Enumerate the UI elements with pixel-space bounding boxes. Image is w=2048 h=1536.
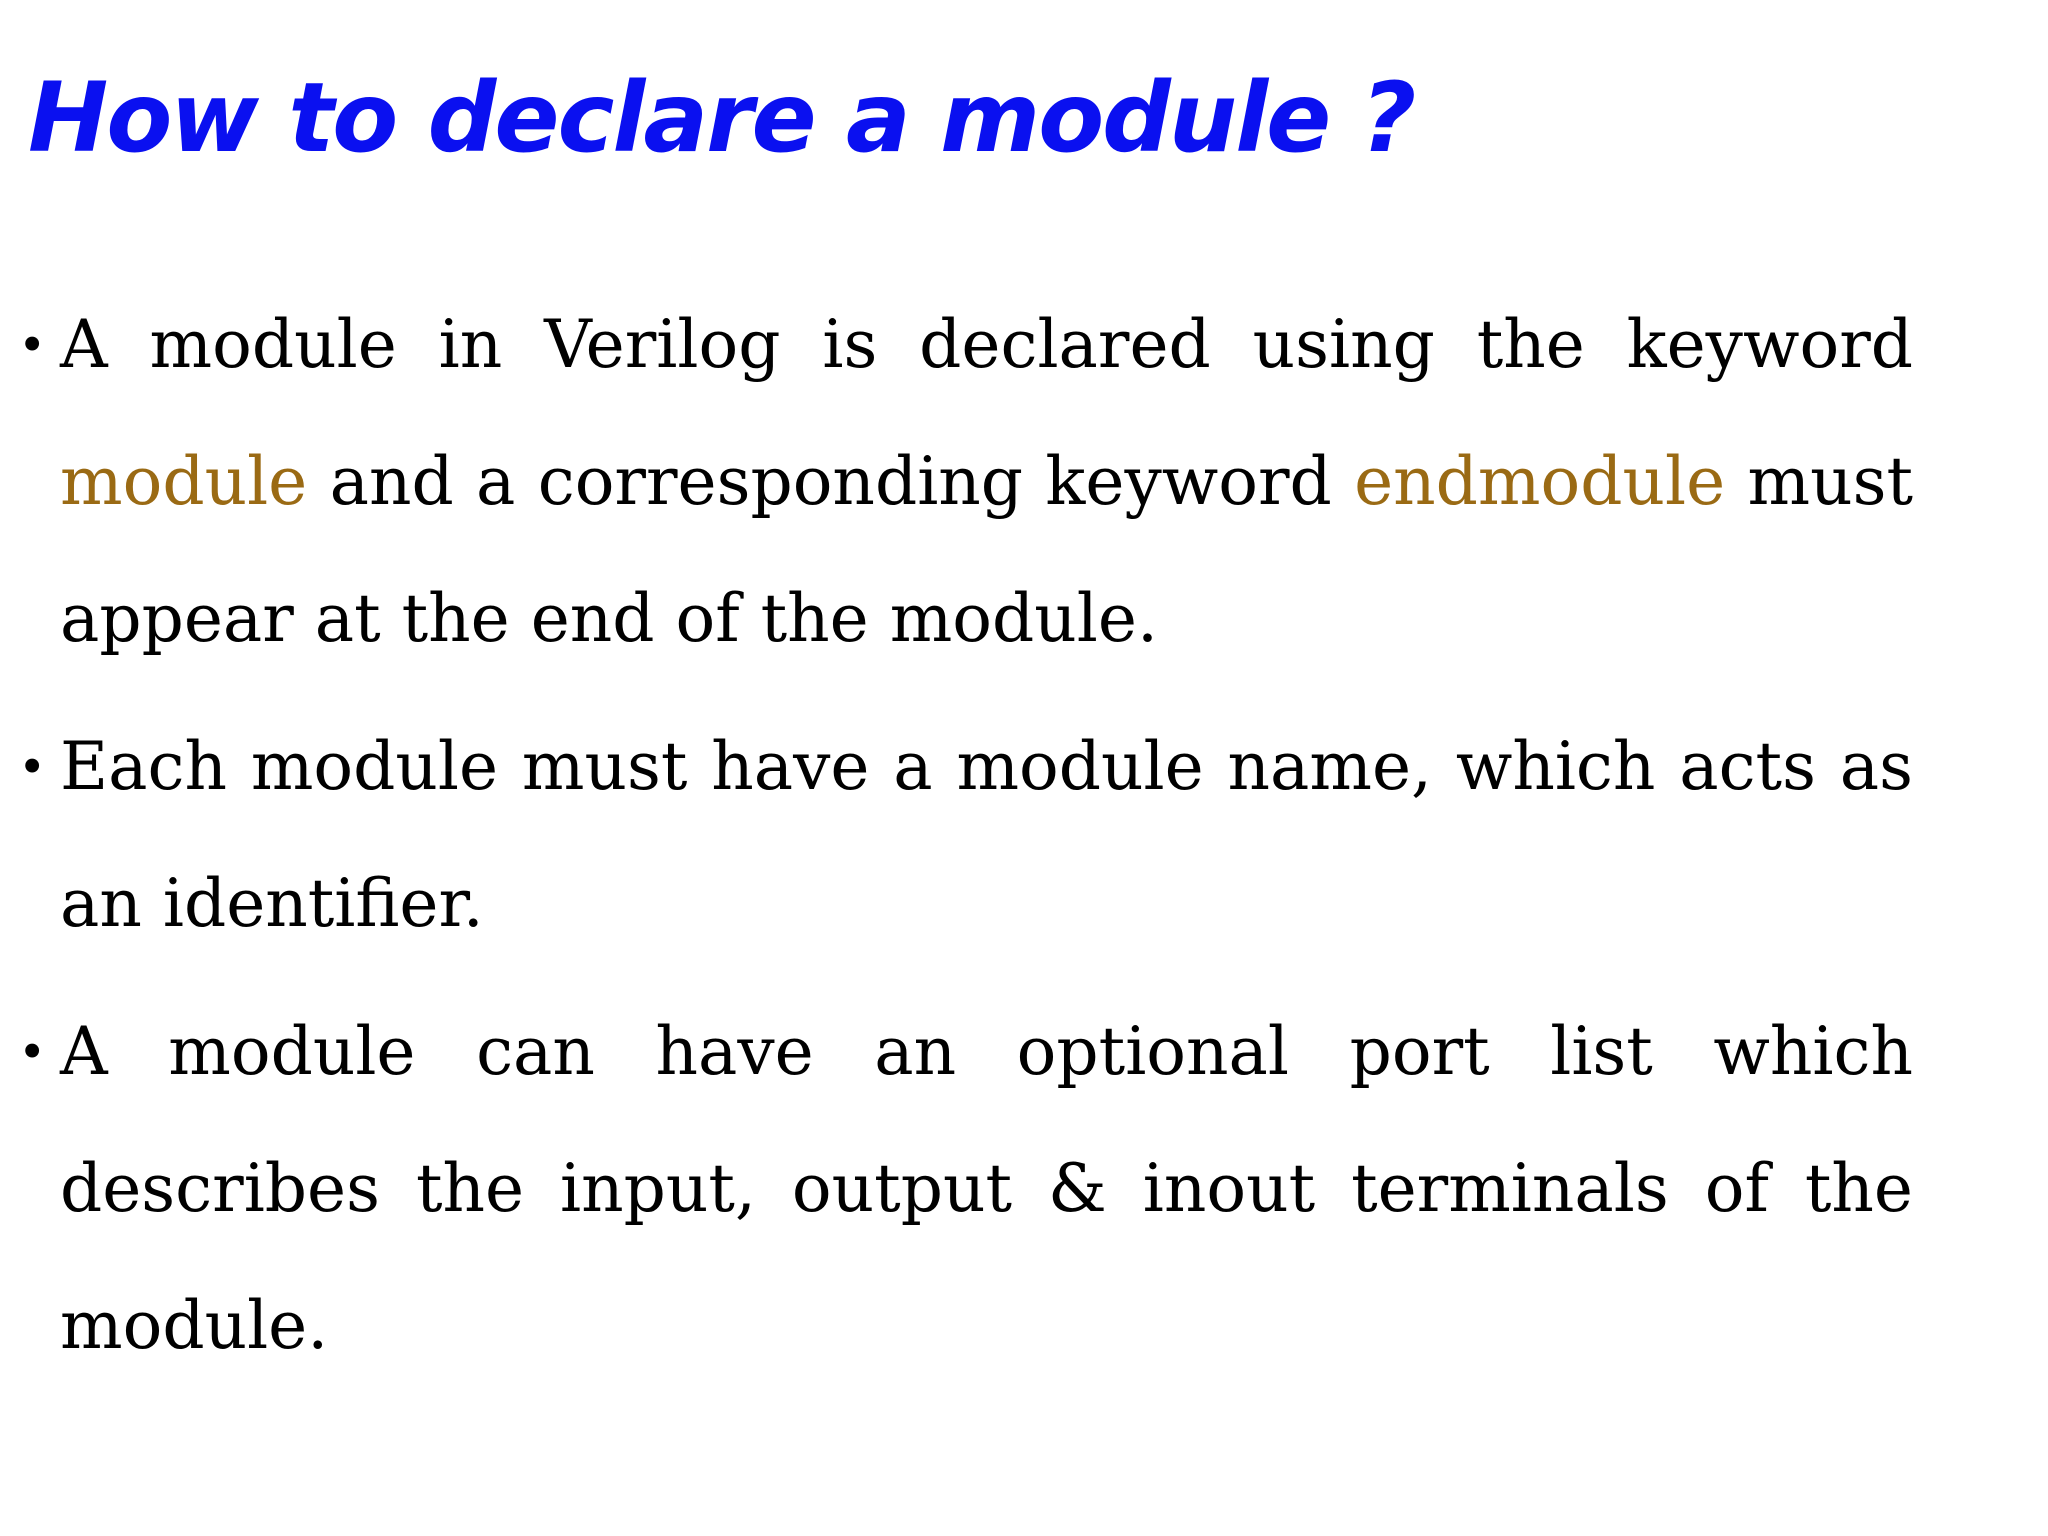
bullet-text-part: and a corresponding keyword xyxy=(329,443,1332,520)
bullet-text-part: must appear at the end of the module. xyxy=(60,443,1913,657)
bullet-symbol: • xyxy=(22,1018,43,1083)
slide-title: How to declare a module ? xyxy=(28,62,1415,174)
bullet-text-part: A module in Verilog is declared using the keyword xyxy=(60,306,1913,383)
bullet-text: A module can have an optional port list which describes the input, output & inout terminals of the module. xyxy=(60,1013,1913,1364)
bullet-symbol: • xyxy=(22,311,43,376)
keyword-endmodule: endmodule xyxy=(1354,443,1726,520)
bullet-text: Each module must have a module name, which acts as an identifier. xyxy=(60,728,1913,942)
keyword-module: module xyxy=(60,443,308,520)
bullet-symbol: • xyxy=(22,733,43,798)
bullet-text xyxy=(60,276,1913,687)
